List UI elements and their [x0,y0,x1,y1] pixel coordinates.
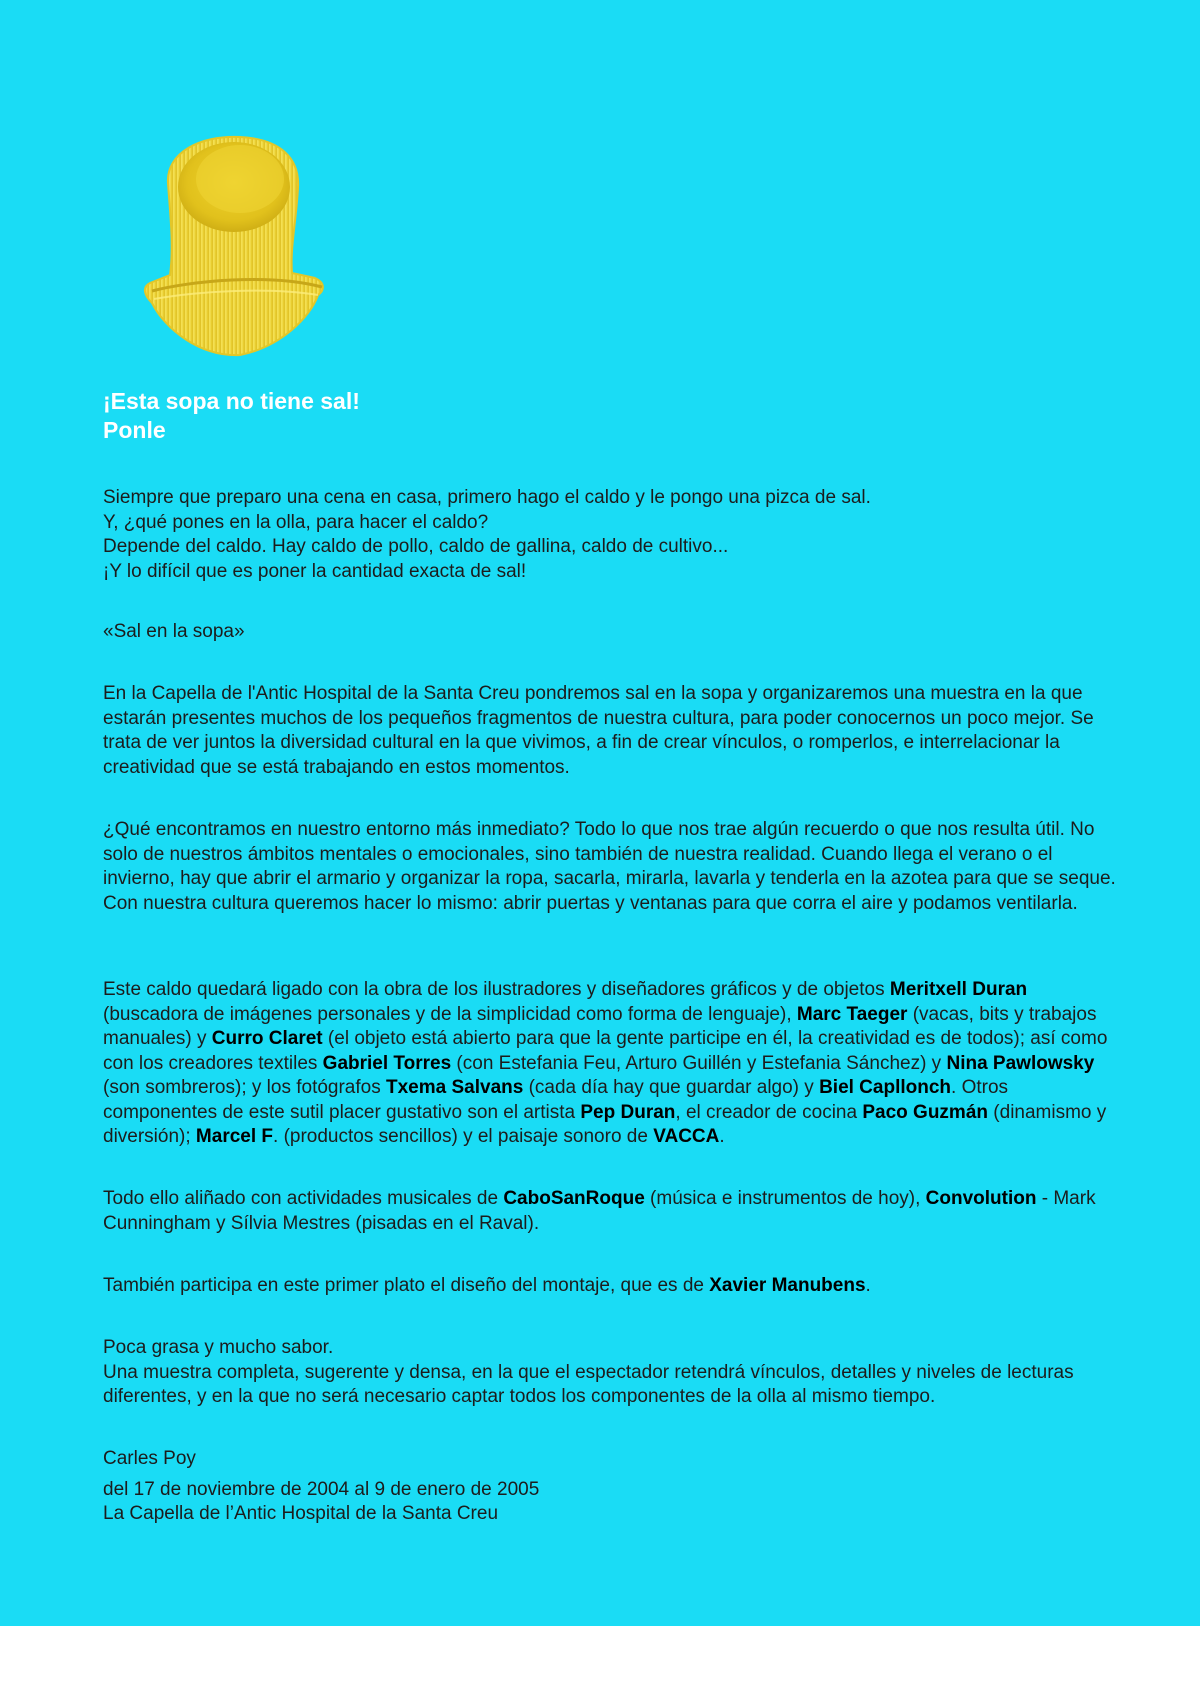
artist-name: Biel Capllonch [819,1077,952,1098]
text-segment: (cada día hay que guardar algo) y [523,1077,820,1098]
text-segment: También participa en este primer plato el diseño del montaje, que es de [103,1275,710,1296]
author-signature: Carles Poy [103,1448,196,1469]
paragraph-6-line-1: Poca grasa y mucho sabor. [103,1337,334,1358]
artist-name: Xavier Manubens [709,1275,866,1296]
artist-name: Curro Claret [211,1028,323,1049]
text-segment: . [719,1126,725,1147]
title-line-2: Ponle [103,417,166,443]
page-title [103,387,360,445]
text-segment: , el creador de cocina [675,1101,863,1123]
intro-line: Y, ¿qué pones en la olla, para hacer el caldo? [103,511,489,533]
artist-name: Meritxell Duran [889,979,1028,1000]
text-segment: (son sombreros); y los fotógrafos [103,1077,386,1098]
paragraph-3 [103,978,1118,1150]
text-segment: (música e instrumentos de hoy), [644,1188,926,1209]
text-segment: (con Estefania Feu, Arturo Guillén y Estefania Sánchez) y [451,1052,947,1074]
paragraph-1: En la Capella de l'Antic Hospital de la Santa Creu pondremos sal en la sopa y organizaremos una muestra en la que estarán presentes muchos de los pequeños fragmentos de nuestra cultura, para poder conocernos un poco mejor. Se trata de ver juntos la diversidad cultural en la que vivimos, a fin de crear vínculos, o romperlos, e interrelacionar la creatividad que se está trabajando en estos momentos. [103,683,1094,778]
paragraph-6-line-2: Una muestra completa, sugerente y densa, en la que el espectador retendrá vínculos, detalles y niveles de lecturas diferentes, y en la que no será necesario captar todos los componentes de la olla al mismo tiempo. [103,1361,1074,1407]
artist-name: VACCA [653,1126,720,1147]
text-segment: (vacas, bits y trabajos manuales) y [103,1003,1097,1049]
text-segment: . Otros componentes de este sutil placer gustativo son el artista [103,1077,1009,1123]
paragraph-6 [103,1336,1118,1410]
artist-name: Pep Duran [580,1101,676,1123]
exhibition-venue: La Capella de l’Antic Hospital de la Santa Creu [103,1503,499,1524]
text-segment: . (productos sencillos) y el paisaje sonoro de [273,1126,654,1147]
intro-line: ¡Y lo difícil que es poner la cantidad exacta de sal! [103,560,527,582]
text-segment: (el objeto está abierto para que la gente participe en él, la creatividad es de todos); así como con los creadores textiles [103,1028,1108,1074]
text-segment: . [865,1275,871,1296]
artist-name: Marc Taeger [796,1003,908,1025]
paragraph-2: ¿Qué encontramos en nuestro entorno más inmediato? Todo lo que nos trae algún recuerdo o que nos resulta útil. No solo de nuestros ámbitos mentales o emocionales, sino también de nuestra realidad. Cuando llega el verano o el invierno, hay que abrir el armario y organizar la ropa, sacarla, mirarla, lavarla y tenderla en la azotea para que se seque. Con nuestra cultura queremos hacer lo mismo: abrir puertas y ventanas para que corra el aire y podamos ventilarla. [103,819,1116,914]
text-segment: - Mark Cunningham y Sílvia Mestres (pisadas en el Raval). [103,1188,1096,1234]
text-segment: (buscadora de imágenes personales y de la simplicidad como forma de lenguaje), [103,1003,797,1025]
title-line-1: ¡Esta sopa no tiene sal! [103,388,360,414]
paragraph-4 [103,1187,1118,1236]
text-segment: (dinamismo y diversión); [103,1101,1107,1147]
intro-line: Depende del caldo. Hay caldo de pollo, caldo de gallina, caldo de cultivo... [103,536,729,557]
artist-name: Nina Pawlowsky [946,1052,1095,1074]
artist-name: Txema Salvans [386,1077,524,1098]
paragraph-5 [103,1274,1118,1299]
intro-paragraph [103,486,1118,584]
exhibition-dates: del 17 de noviembre de 2004 al 9 de enero de 2005 [103,1479,540,1500]
artist-name: Convolution [925,1188,1037,1209]
artist-name: Gabriel Torres [322,1052,452,1074]
text-segment: Todo ello aliñado con actividades musicales de [103,1188,504,1209]
intro-line: Siempre que preparo una cena en casa, primero hago el caldo y le pongo una pizca de sal. [103,487,871,508]
artist-name: CaboSanRoque [503,1188,645,1209]
exhibition-name: «Sal en la sopa» [103,621,245,642]
text-segment: Este caldo quedará ligado con la obra de los ilustradores y diseñadores gráficos y de objetos [103,979,890,1000]
artist-name: Paco Guzmán [862,1101,989,1123]
pasta-shell-image [140,133,333,359]
artist-name: Marcel F [195,1126,274,1147]
